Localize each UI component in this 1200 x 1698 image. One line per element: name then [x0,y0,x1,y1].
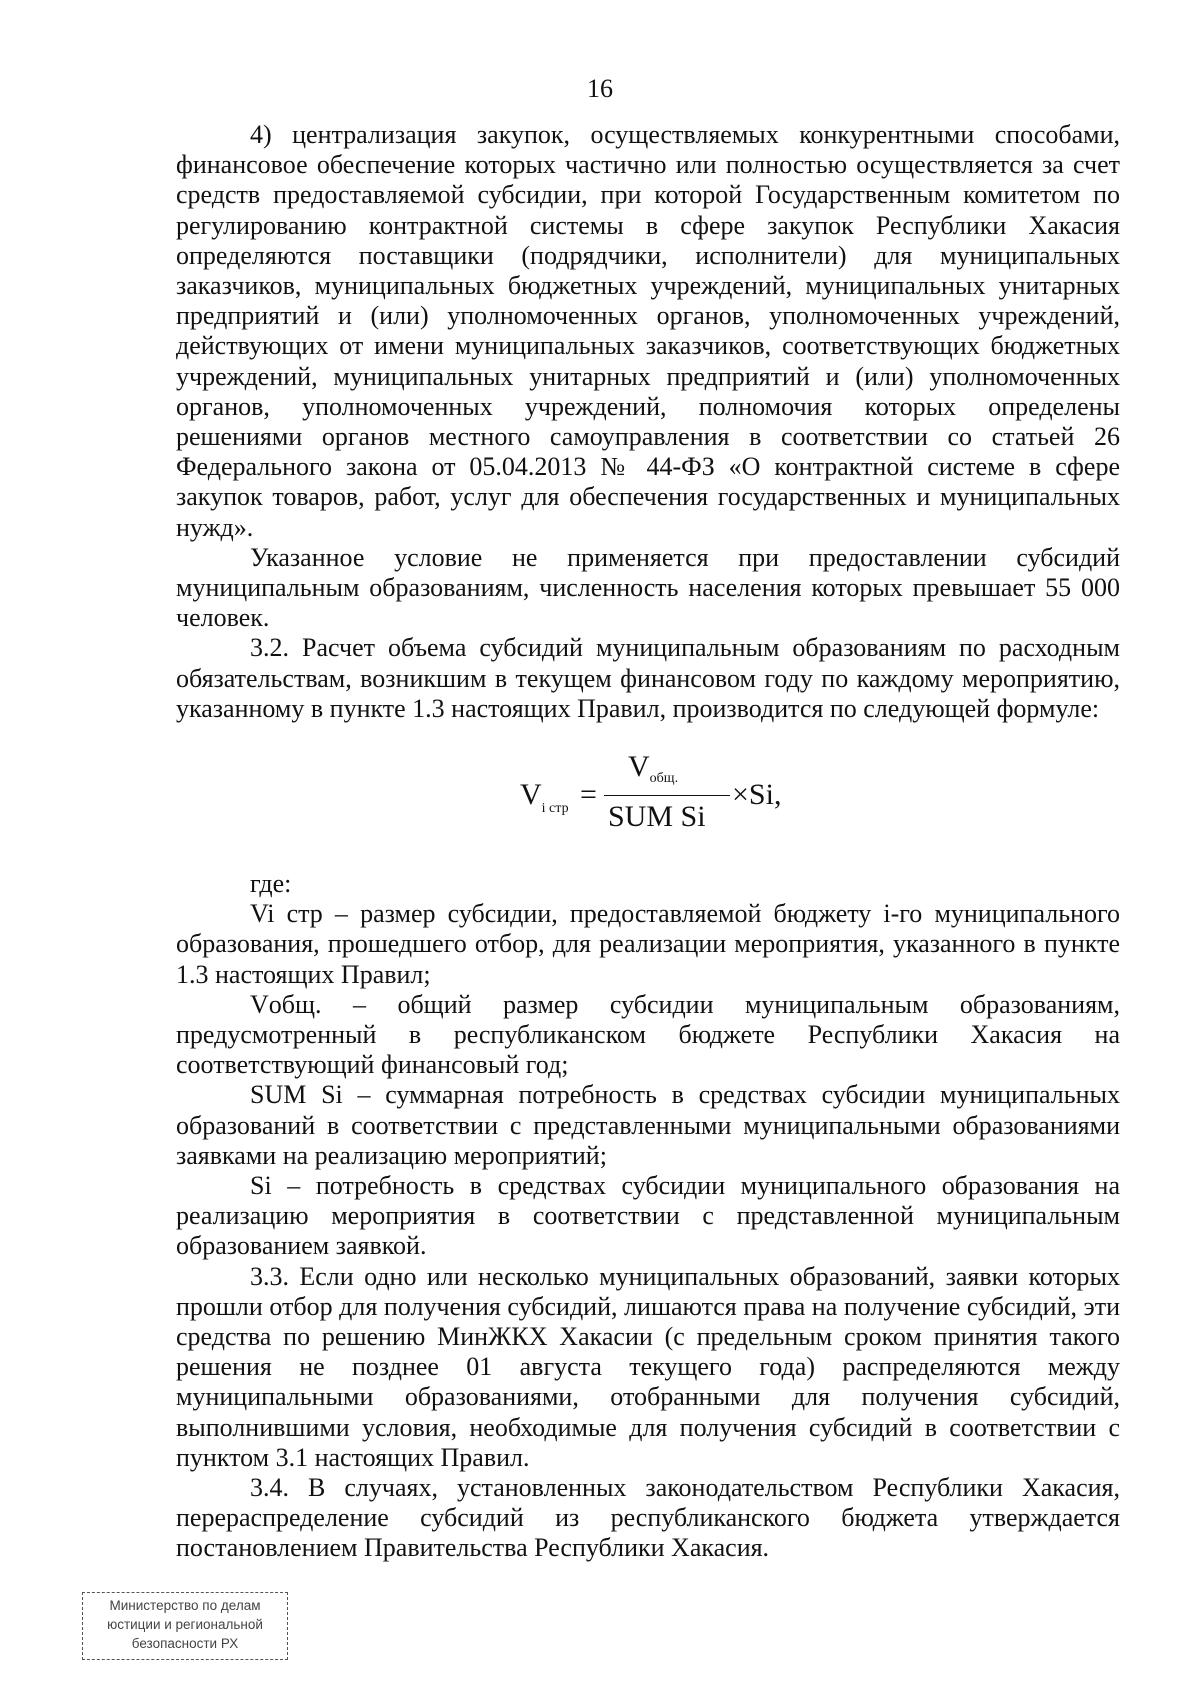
definition-si: Si – потребность в средствах субсидии муниципального образования на реализацию мероприятия в соответствии с представленной муниципальным образованием заявкой. [176,1171,1120,1261]
definition-vi-str: Vi стр – размер субсидии, предоставляемой бюджету i-го муниципального образования, прошедшего отбор, для реализации мероприятия, указанного в пункте 1.3 настоящих Правил; [176,899,1120,989]
stamp-line-1: Министерство по делам [109,1598,261,1613]
text-block-bottom [176,869,1120,1564]
formula-equals: = [580,778,597,811]
paragraph-condition: Указанное условие не применяется при предоставлении субсидий муниципальным образованиям, численность населения которых превышает 55 000 человек. [176,542,1120,633]
paragraph-centralization: 4) централизация закупок, осуществляемых конкурентными способами, финансовое обеспечение которых частично или полностью осуществляется за счет средств предоставляемой субсидии, при которой Государственным комитетом по регулированию контрактной системы в сфере закупок Республики Хакасия определяются поставщики (подрядчики, исполнители) для муниципальных заказчиков, муниципальных бюджетных учреждений, муниципальных унитарных предприятий и (или) уполномоченных органов, уполномоченных учреждений, действующих от имени муниципальных заказчиков, соответствующих бюджетных учреждений, муниципальных унитарных предприятий и (или) уполномоченных органов, уполномоченных учреждений, полномочия которых определены решениями органов местного самоуправления в соответствии со статьей 26 Федерального закона от 05.04.2013 № 44-ФЗ «О контрактной системе в сфере закупок товаров, работ, услуг для обеспечения государственных и муниципальных нужд». [176,120,1120,542]
definition-sum-si: SUM Si – суммарная потребность в средствах субсидии муниципальных образований в соответствии с представленными муниципальными образованиями заявками на реализацию мероприятий; [176,1080,1120,1170]
formula-denominator: SUM Si [608,800,706,833]
formula-numerator: $V_{общ.}$ [628,750,679,786]
stamp-line-3: безопасности РХ [131,1636,239,1651]
subsidy-formula [520,750,820,840]
formula-rhs: ×Si, [732,778,782,811]
definition-v-obsch: Vобщ. – общий размер субсидии муниципальным образованиям, предусмотренный в республиканском бюджете Республики Хакасия на соответствующий финансовый год; [176,989,1120,1080]
page-number: 16 [587,74,613,103]
paragraph-3-2: 3.2. Расчет объема субсидий муниципальным образованиям по расходным обязательствам, возникшим в текущем финансовом году по каждому мероприятию, указанному в пункте 1.3 настоящих Правил, производится по следующей формуле: [176,633,1120,723]
formula-numerator-subscript: общ. [649,771,679,786]
paragraph-where: где: [250,869,292,898]
stamp-line-2: юстиции и региональной [107,1617,263,1632]
paragraph-3-4: 3.4. В случаях, установленных законодательством Республики Хакасия, перераспределение субсидий из республиканского бюджета утверждается постановлением Правительства Республики Хакасия. [176,1473,1120,1563]
text-block-top [176,120,1120,724]
formula-lhs: $V_{i стр}$ [520,778,569,816]
formula-fraction-line [604,795,730,796]
formula-lhs-subscript: i стр [541,801,569,816]
ministry-stamp [82,1592,288,1660]
paragraph-3-3: 3.3. Если одно или несколько муниципальных образований, заявки которых прошли отбор для получения субсидий, лишаются права на получение субсидий, эти средства по решению МинЖКХ Хакасии (с предельным сроком принятия такого решения не позднее 01 августа текущего года) распределяются между муниципальными образованиями, отобранными для получения субсидий, выполнившими условия, необходимые для получения субсидий в соответствии с пунктом 3.1 настоящих Правил. [176,1261,1120,1472]
